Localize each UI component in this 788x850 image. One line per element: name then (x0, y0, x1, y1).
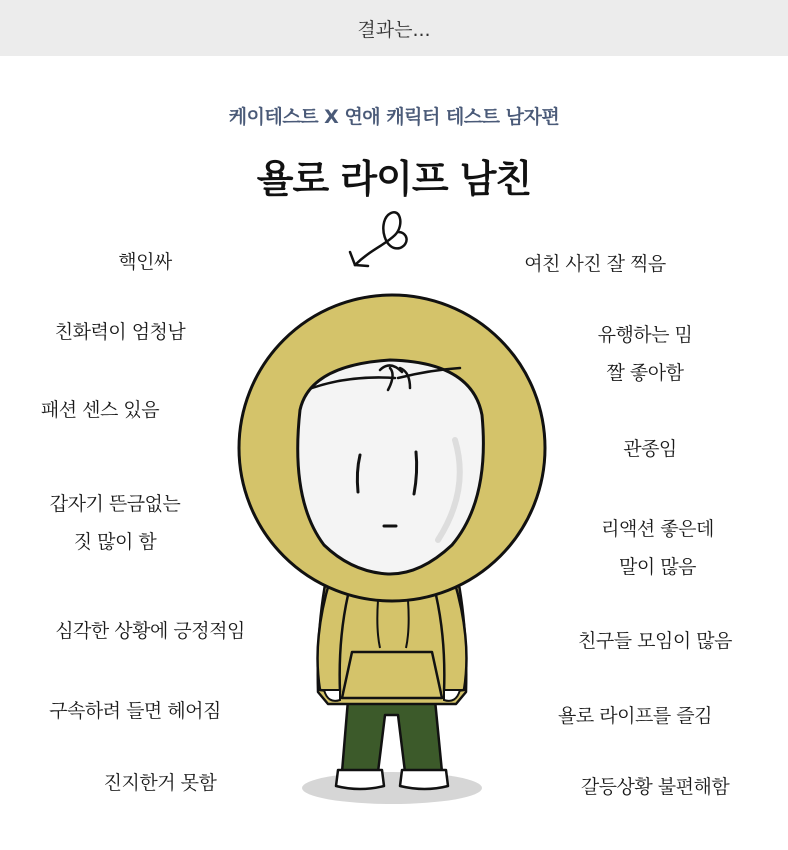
character-illustration (220, 200, 560, 810)
curly-arrow-icon (350, 212, 407, 266)
trait-right-4: 리액션 좋은데 말이 많음 (601, 518, 714, 578)
trait-left-7: 진지한거 못함 (103, 772, 217, 794)
result-title: 욜로 라이프 남친 (256, 157, 532, 201)
result-subtitle: 케이테스트 X 연애 캐릭터 테스트 남자편 (228, 106, 560, 128)
trait-left-2: 친화력이 엄청남 (54, 321, 186, 343)
trait-left-4: 갑자기 뜬금없는 짓 많이 함 (49, 493, 181, 553)
trait-right-7: 갈등상황 불편해함 (580, 776, 730, 798)
trait-left-6: 구속하려 들면 헤어짐 (49, 700, 221, 722)
trait-right-2: 유행하는 밈 짤 좋아함 (597, 324, 693, 384)
trait-right-6: 욜로 라이프를 즐김 (558, 705, 712, 727)
pants (342, 700, 442, 772)
trait-right-1: 여친 사진 잘 찍음 (524, 253, 666, 275)
header-title: 결과는... (357, 18, 431, 41)
trait-right-3: 관종임 (623, 438, 677, 460)
trait-left-1: 핵인싸 (118, 251, 172, 273)
face (298, 360, 484, 574)
result-header (0, 0, 788, 56)
trait-right-5: 친구들 모임이 많음 (578, 630, 732, 652)
ground-shadow (302, 772, 482, 804)
trait-left-5: 심각한 상황에 긍정적임 (55, 620, 245, 642)
trait-left-3: 패션 센스 있음 (40, 399, 160, 421)
